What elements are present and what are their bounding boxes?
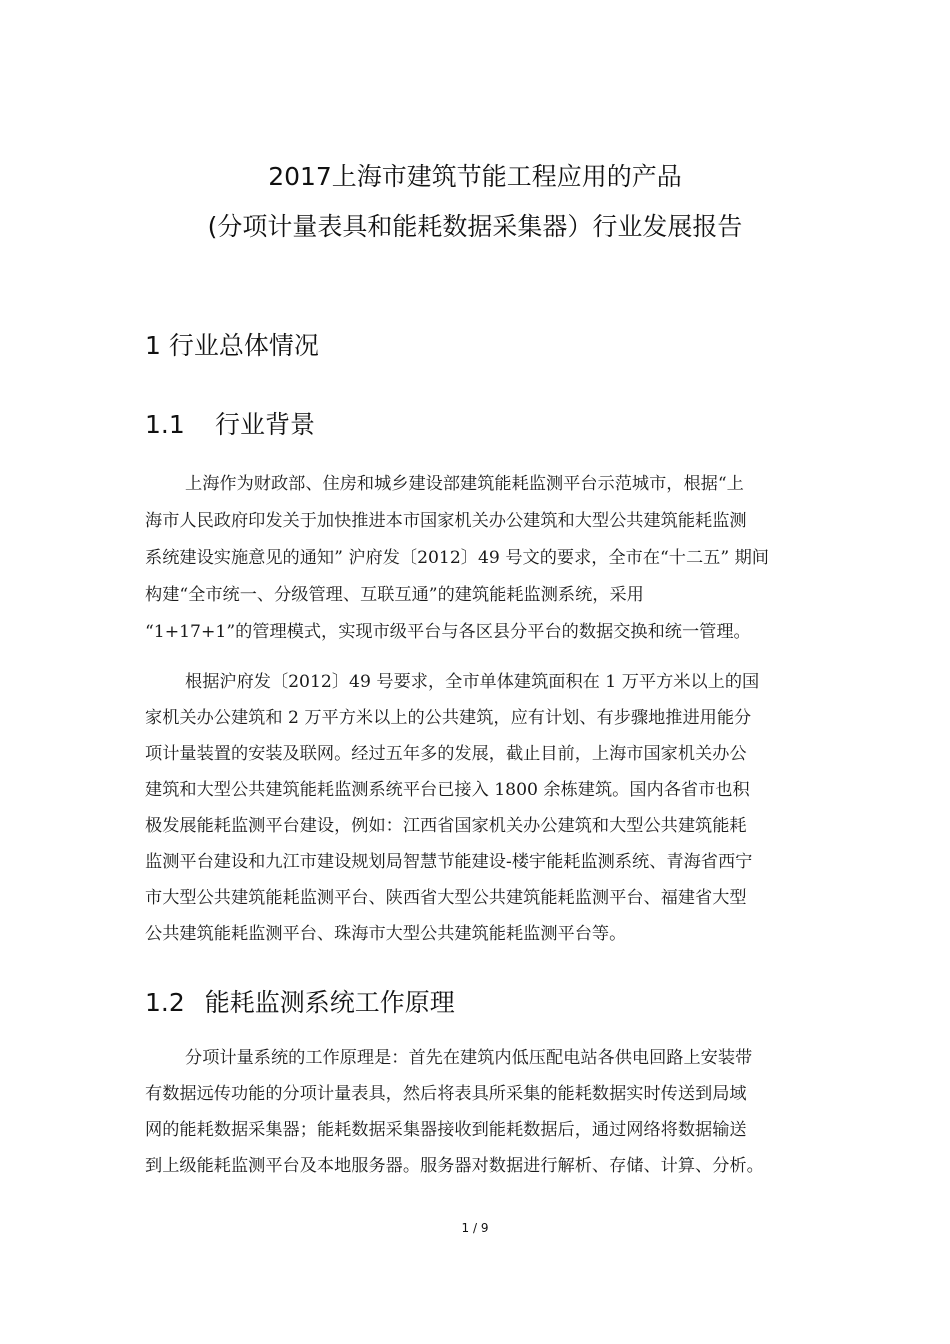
paragraph-line: 系统建设实施意见的通知” 沪府发〔2012〕49 号文的要求，全市在“十二五” 期间 (145, 548, 769, 568)
paragraph-line: 网的能耗数据采集器；能耗数据采集器接收到能耗数据后，通过网络将数据输送 (145, 1120, 747, 1140)
section-title: 行业总体情况 (168, 331, 319, 360)
document-title-line-2: (分项计量表具和能耗数据采集器）行业发展报告 (207, 212, 743, 241)
paragraph-line: 上海作为财政部、住房和城乡建设部建筑能耗监测平台示范城市，根据“上 (185, 474, 744, 494)
paragraph-line: 有数据远传功能的分项计量表具，然后将表具所采集的能耗数据实时传送到局域 (145, 1084, 747, 1104)
paragraph-line: 公共建筑能耗监测平台、珠海市大型公共建筑能耗监测平台等。 (145, 924, 627, 944)
paragraph-line: “1+17+1”的管理模式，实现市级平台与各区县分平台的数据交换和统一管理。 (145, 622, 751, 642)
paragraph-line: 监测平台建设和九江市建设规划局智慧节能建设-楼宇能耗监测系统、青海省西宁 (145, 852, 753, 872)
section-heading-1-2 (145, 988, 455, 1018)
section-number: 1 (145, 331, 161, 360)
paragraph-line: 项计量装置的安装及联网。经过五年多的发展，截止目前，上海市国家机关办公 (145, 744, 747, 764)
paragraph-line: 海市人民政府印发关于加快推进本市国家机关办公建筑和大型公共建筑能耗监测 (145, 511, 747, 531)
paragraph-line: 极发展能耗监测平台建设，例如：江西省国家机关办公建筑和大型公共建筑能耗 (145, 816, 747, 836)
document-title-line-1: 2017上海市建筑节能工程应用的产品 (268, 162, 682, 191)
section-heading-1 (145, 331, 319, 361)
paragraph-line: 根据沪府发〔2012〕49 号要求，全市单体建筑面积在 1 万平方米以上的国 (185, 672, 760, 692)
paragraph-line: 家机关办公建筑和 2 万平方米以上的公共建筑，应有计划、有步骤地推进用能分 (145, 708, 752, 728)
paragraph-line: 市大型公共建筑能耗监测平台、陕西省大型公共建筑能耗监测平台、福建省大型 (145, 888, 747, 908)
section-heading-1-1 (145, 410, 315, 440)
section-title: 能耗监测系统工作原理 (204, 988, 455, 1017)
section-number: 1.1 (145, 410, 185, 439)
paragraph-line: 到上级能耗监测平台及本地服务器。服务器对数据进行解析、存储、计算、分析。 (145, 1156, 764, 1176)
paragraph-line: 建筑和大型公共建筑能耗监测系统平台已接入 1800 余栋建筑。国内各省市也积 (145, 780, 750, 800)
paragraph-line: 构建“全市统一、分级管理、互联互通”的建筑能耗监测系统，采用 (145, 585, 644, 605)
paragraph-line: 分项计量系统的工作原理是：首先在建筑内低压配电站各供电回路上安装带 (185, 1048, 753, 1068)
section-number: 1.2 (145, 988, 185, 1017)
page-indicator: 1 / 9 (461, 1221, 489, 1235)
section-title: 行业背景 (214, 410, 315, 439)
